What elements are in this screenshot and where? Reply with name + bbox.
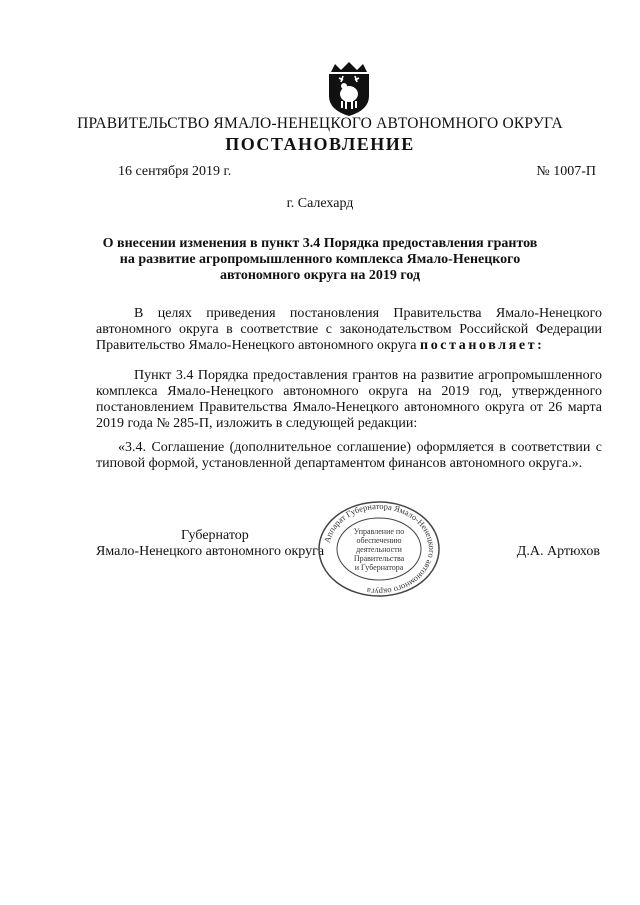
document-subject (100, 236, 540, 284)
paragraph-text: В целях приведения постановления Правительства Ямало-Ненецкого автономного округа в соответствие с законодательством Российской Федерации Правительство Ямало-Ненецкого автономного округа (96, 306, 602, 353)
body-paragraph: Пункт 3.4 Порядка предоставления грантов на развитие агропромышленного комплекса Ямало-Ненецкого автономного округа на 2019 год, утвержденного постановлением Правительства Ямало-Ненецкого автономного округа от 26 марта 2019 года № 285-П, изложить в следующей редакции: (96, 368, 602, 431)
stamp-line: деятельности (356, 545, 402, 554)
subject-line: О внесении изменения в пункт 3.4 Порядка предоставления грантов (102, 236, 538, 251)
document-type: ПОСТАНОВЛЕНИЕ (225, 134, 415, 154)
document-date: 16 сентября 2019 г. (118, 164, 232, 179)
coat-of-arms-icon (327, 62, 371, 116)
government-title: ПРАВИТЕЛЬСТВО ЯМАЛО-НЕНЕЦКОГО АВТОНОМНОГО ОКРУГА (77, 115, 563, 132)
body-paragraph (96, 306, 602, 354)
document-number: № 1007-П (536, 164, 596, 179)
subject-line: автономного округа на 2019 год (219, 268, 421, 283)
body-paragraph: «3.4. Соглашение (дополнительное соглашение) оформляется в соответствии с типовой формой, установленной департаментом финансов автономного округа.». (96, 440, 602, 471)
stamp-line: Управление по (353, 527, 405, 536)
stamp-line: и Губернатора (354, 563, 404, 572)
subject-line: на развитие агропромышленного комплекса Ямало-Ненецкого (119, 252, 521, 267)
stamp-outer-text: Аппарат Губернатора Ямало-Ненецкого автономного округа (321, 500, 438, 598)
signer-organization: Ямало-Ненецкого автономного округа (96, 544, 325, 559)
stamp-line: Правительства (353, 554, 405, 563)
stamp-line: обеспечению (356, 536, 402, 545)
document-city: г. Салехард (286, 196, 354, 211)
official-stamp (317, 500, 441, 598)
decree-word: постановляет: (420, 338, 545, 353)
signer-name: Д.А. Артюхов (516, 544, 600, 559)
signer-position: Губернатор (181, 528, 249, 543)
